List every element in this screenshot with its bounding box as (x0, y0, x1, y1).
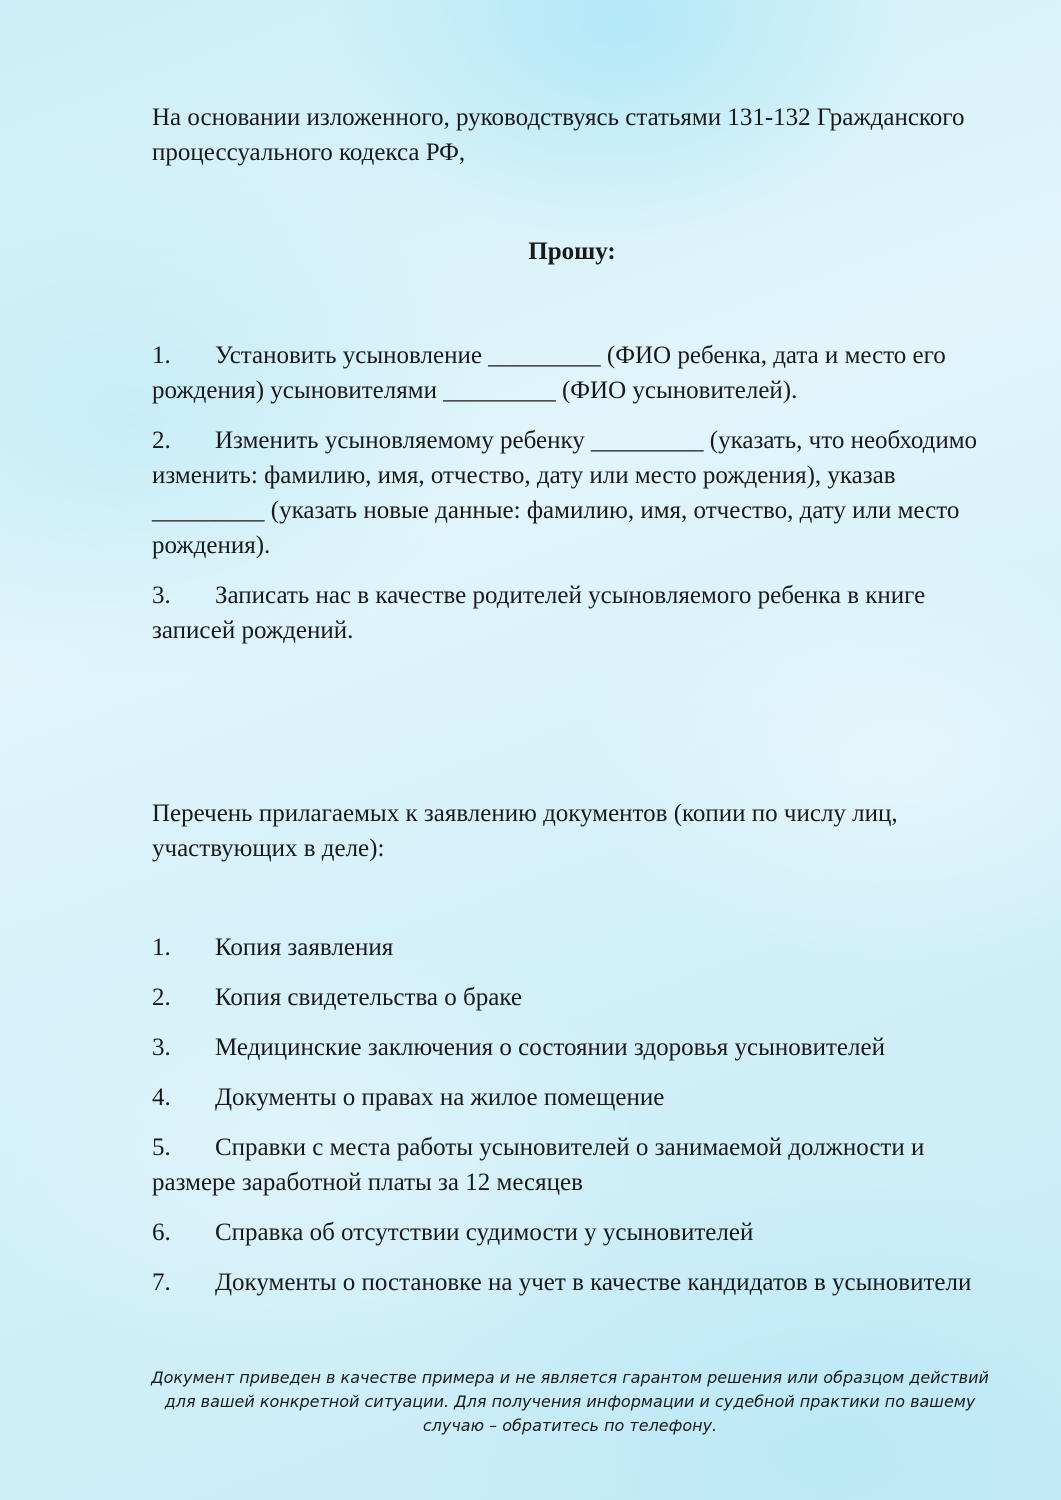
document-item-5 (152, 1130, 992, 1200)
document-text: Справки с места работы усыновителей о занимаемой должности и размере заработной платы за 12 месяцев (152, 1134, 925, 1196)
document-item-4 (152, 1080, 992, 1115)
document-item-2 (152, 980, 992, 1015)
list-number: 1. (152, 934, 171, 961)
list-number: 7. (152, 1269, 171, 1296)
request-list (152, 338, 992, 648)
request-text: Установить усыновление _________ (ФИО ребенка, дата и место его рождения) усыновителями _________ (ФИО усыновителей). (152, 342, 946, 404)
document-item-1 (152, 930, 992, 965)
request-text: Записать нас в качестве родителей усыновляемого ребенка в книге записей рождений. (152, 582, 926, 644)
request-item-1 (152, 338, 992, 408)
request-text: Изменить усыновляемому ребенку _________ (указать, что необходимо изменить: фамилию, имя, отчество, дату или место рождения), указав _________ (указать новые данные: фамилию, имя, отчество, дату или место рождения). (152, 427, 978, 559)
intro-paragraph: На основании изложенного, руководствуясь статьями 131-132 Гражданского процессуального кодекса РФ, (152, 104, 965, 166)
document-text: Документы о правах на жилое помещение (215, 1084, 665, 1111)
documents-list (152, 930, 992, 1300)
documents-section (152, 796, 992, 866)
list-number: 4. (152, 1084, 171, 1111)
list-number: 3. (152, 582, 171, 609)
documents-intro: Перечень прилагаемых к заявлению документов (копии по числу лиц, участвующих в деле): (152, 800, 898, 862)
document-text: Документы о постановке на учет в качестве кандидатов в усыновители (215, 1269, 972, 1296)
list-number: 6. (152, 1219, 171, 1246)
document-item-3 (152, 1030, 992, 1065)
document-text: Справка об отсутствии судимости у усыновителей (215, 1219, 754, 1246)
document-item-6 (152, 1215, 992, 1250)
list-number: 2. (152, 984, 171, 1011)
list-number: 1. (152, 342, 171, 369)
document-page (152, 100, 992, 1296)
request-item-2 (152, 423, 992, 563)
list-number: 2. (152, 427, 171, 454)
document-text: Медицинские заключения о состоянии здоровья усыновителей (215, 1034, 885, 1061)
disclaimer-note: Документ приведен в качестве примера и не является гарантом решения или образцом действий для вашей конкретной ситуации. Для получения информации и судебной практики по вашему случаю – обратитесь по телефону. (151, 1368, 989, 1435)
document-item-7 (152, 1265, 992, 1300)
document-text: Копия заявления (215, 934, 394, 961)
request-item-3 (152, 578, 992, 648)
list-number: 3. (152, 1034, 171, 1061)
request-heading: Прошу: (528, 238, 616, 265)
list-number: 5. (152, 1134, 171, 1161)
document-text: Копия свидетельства о браке (215, 984, 522, 1011)
